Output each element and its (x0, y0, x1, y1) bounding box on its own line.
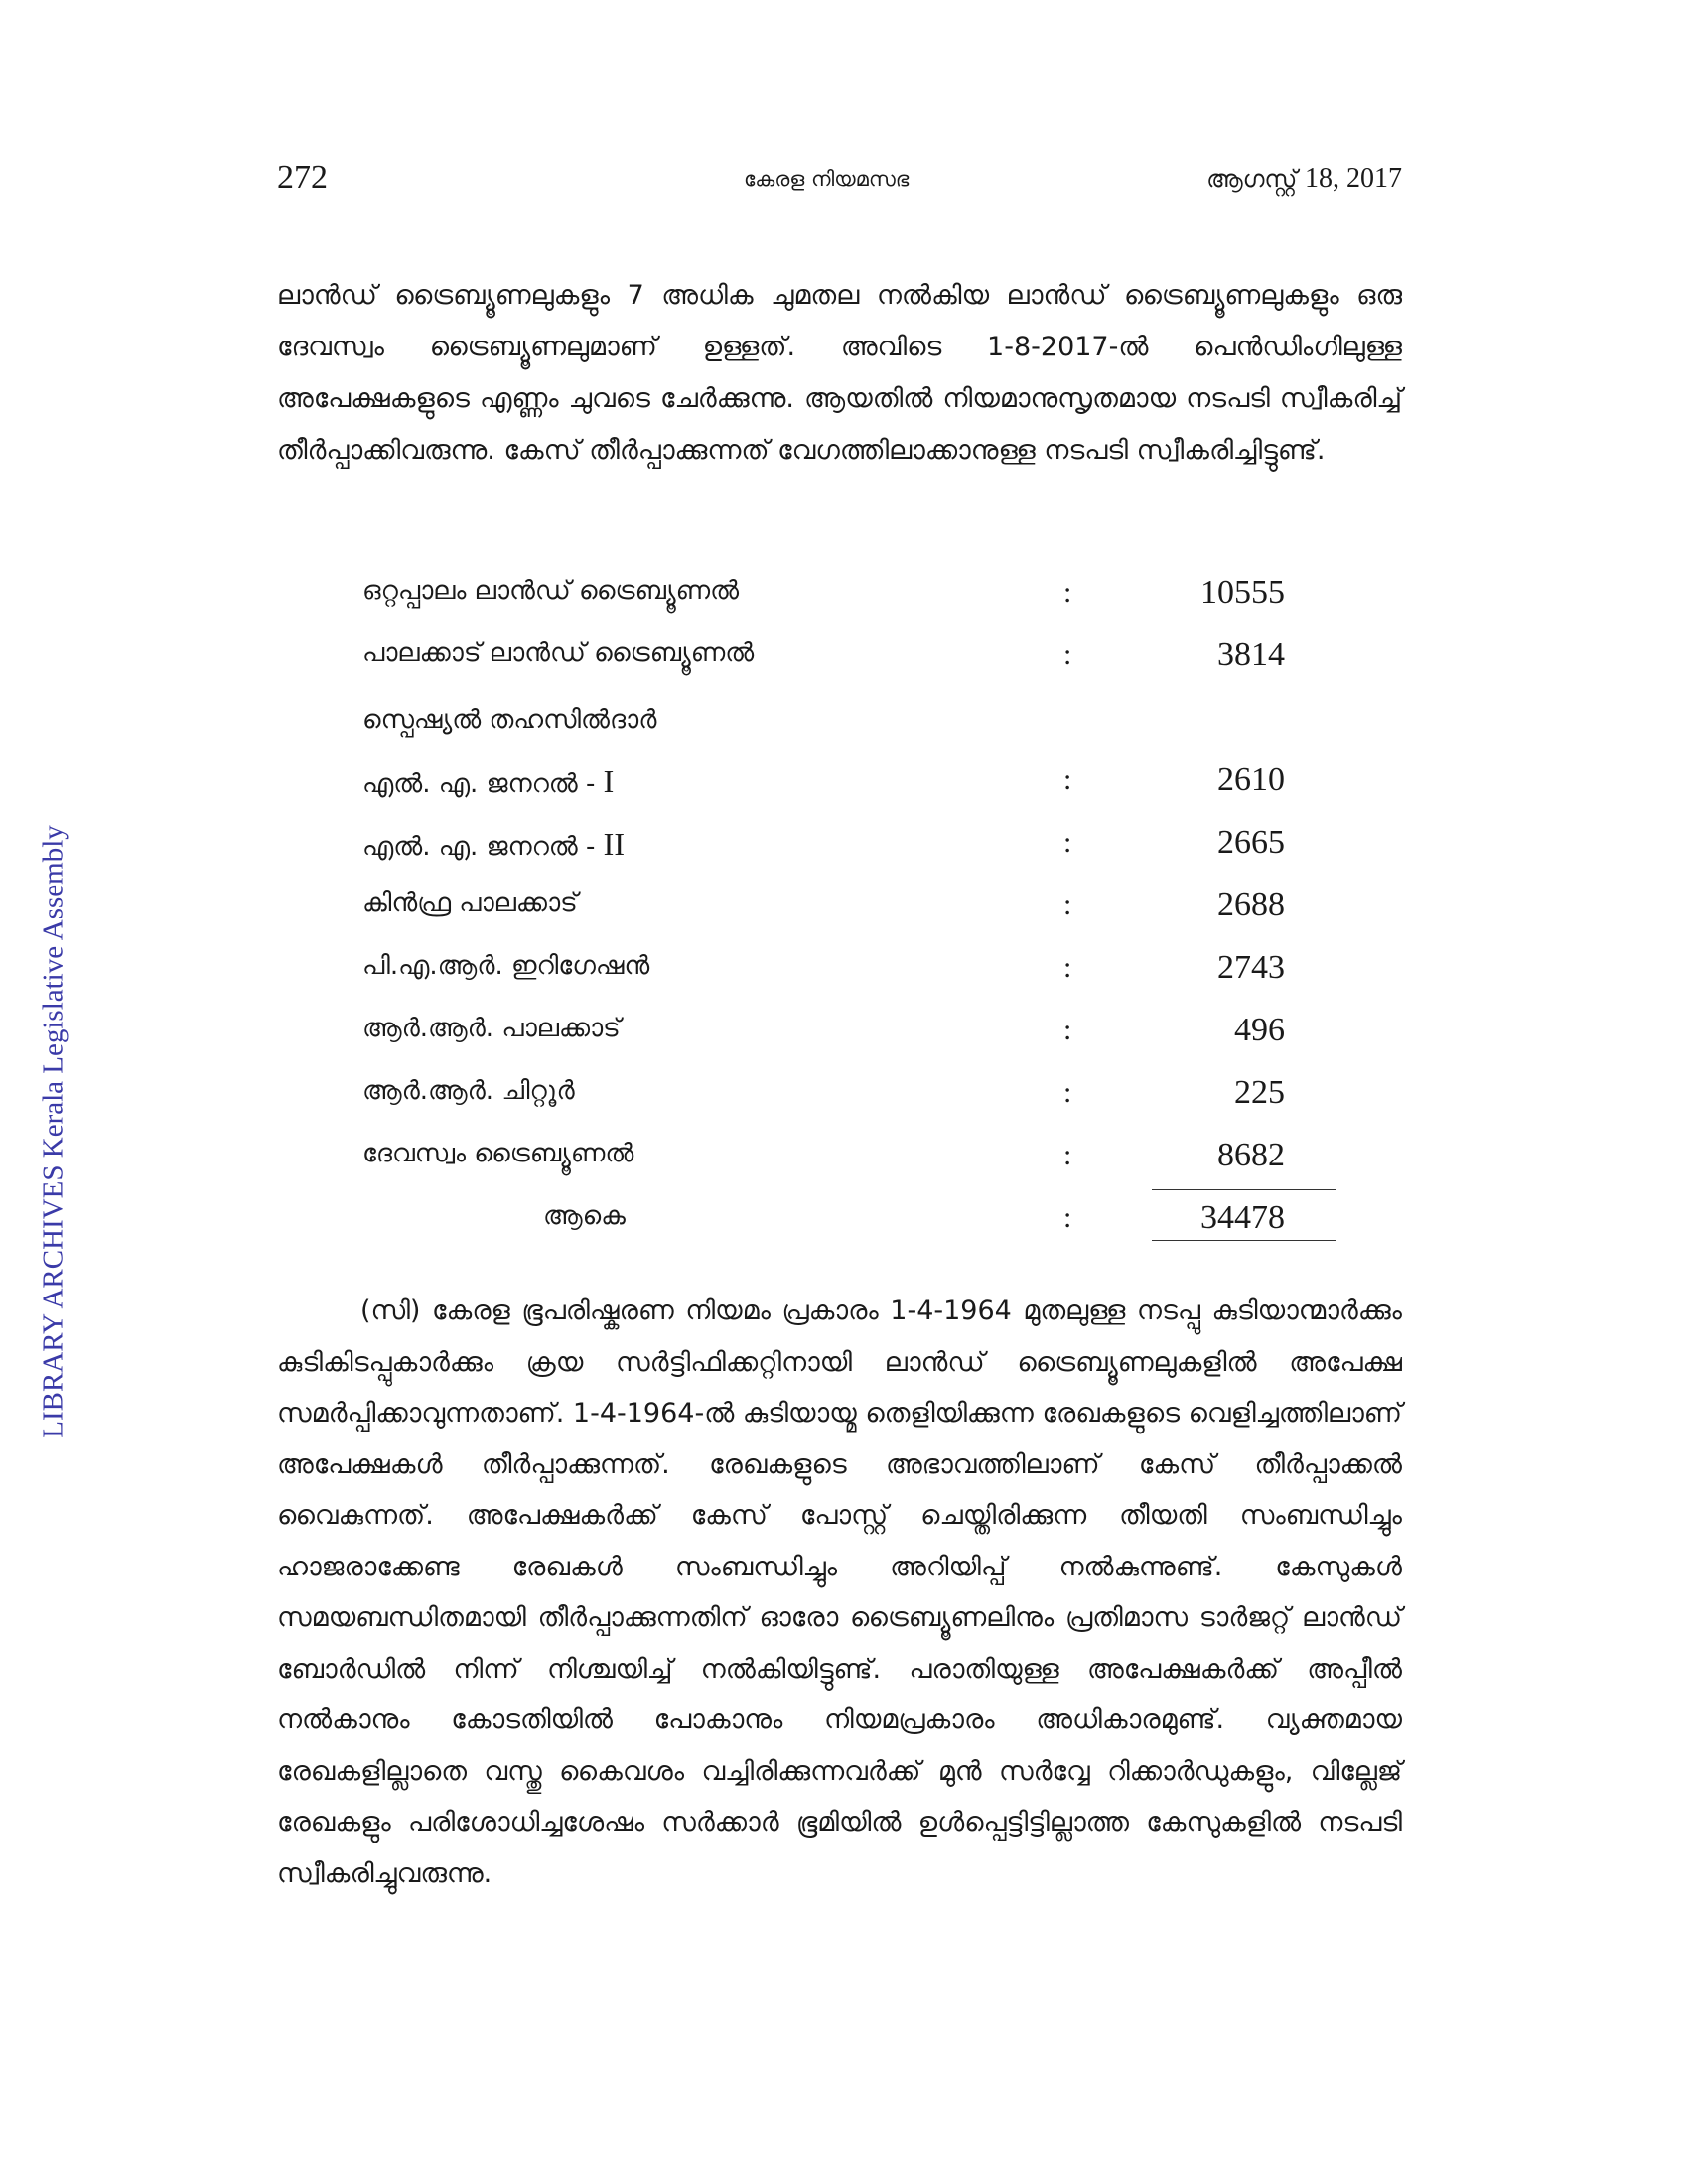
table-row (362, 816, 1355, 879)
page-header (277, 159, 1402, 203)
row-colon: : (1063, 576, 1072, 609)
table-row (362, 879, 1355, 941)
row-colon: : (1063, 826, 1072, 859)
row-label: ആർ.ആർ. പാലക്കാട് (362, 1014, 621, 1043)
row-label-text: എൽ. എ. ജനറൽ - (362, 832, 604, 862)
date-day-year: 18, 2017 (1305, 163, 1402, 194)
row-label: പി.എ.ആർ. ഇറിഗേഷൻ (362, 951, 650, 981)
table-row (362, 941, 1355, 1004)
page-number: 272 (277, 159, 328, 196)
row-value: 8682 (1217, 1137, 1285, 1173)
pending-cases-table (362, 566, 1355, 1254)
row-value: 496 (1234, 1012, 1285, 1048)
row-label-roman: I (603, 763, 615, 799)
row-value: 225 (1234, 1074, 1285, 1111)
archive-watermark-text: LIBRARY ARCHIVES Kerala Legislative Assembly (37, 825, 70, 1438)
row-subheading: സ്പെഷ്യൽ തഹസിൽദാർ (362, 705, 657, 735)
row-value: 10555 (1200, 574, 1285, 611)
row-colon: : (1063, 638, 1072, 671)
row-colon: : (1063, 763, 1072, 796)
total-label: ആകെ (543, 1201, 626, 1231)
table-total-row (362, 1191, 1355, 1254)
total-rule-bottom (1152, 1240, 1336, 1241)
row-colon: : (1063, 888, 1072, 921)
paragraph-c (277, 1286, 1402, 1899)
row-colon: : (1063, 1201, 1072, 1234)
row-label: ഒറ്റപ്പാലം ലാൻഡ് ട്രൈബ്യൂണൽ (362, 576, 740, 606)
table-subheading-row (362, 691, 1355, 753)
table-row (362, 1066, 1355, 1129)
row-colon: : (1063, 1139, 1072, 1171)
row-label (362, 763, 614, 800)
row-label-text: എൽ. എ. ജനറൽ - (362, 769, 604, 799)
row-label: ആർ.ആർ. ചിറ്റൂർ (362, 1076, 575, 1106)
paragraph-c-body: (സി) കേരള ഭൂപരിഷ്കരണ നിയമം പ്രകാരം 1-4-1964 മുതലുള്ള നടപ്പു കുടിയാന്മാർക്കും കുടികിടപ്പുകാർക്കും ക്രയ സർട്ടിഫിക്കറ്റിനായി ലാൻഡ് ട്രൈബ്യൂണലുകളിൽ അപേക്ഷ സമർപ്പിക്കാവുന്നതാണ്. 1-4-1964-ൽ കുടിയായ്മ തെളിയിക്കുന്ന രേഖകളുടെ വെളിച്ചത്തിലാണ് അപേക്ഷകൾ തീർപ്പാക്കുന്നത്. രേഖകളുടെ അഭാവത്തിലാണ് കേസ് തീർപ്പാക്കൽ വൈകുന്നത്. അപേക്ഷകർക്ക് കേസ് പോസ്റ്റ് ചെയ്തിരിക്കുന്ന തീയതി സംബന്ധിച്ചും ഹാജരാക്കേണ്ട രേഖകൾ സംബന്ധിച്ചും അറിയിപ്പ് നൽകുന്നുണ്ട്. കേസുകൾ സമയബന്ധിതമായി തീർപ്പാക്കുന്നതിന് ഓരോ ട്രൈബ്യൂണലിനും പ്രതിമാസ ടാർജറ്റ് ലാൻഡ് ബോർഡിൽ നിന്ന് നിശ്ചയിച്ച് നൽകിയിട്ടുണ്ട്. പരാതിയുള്ള അപേക്ഷകർക്ക് അപ്പീൽ നൽകാനും കോടതിയിൽ പോകാനും നിയമപ്രകാരം അധികാരമുണ്ട്. വ്യക്തമായ രേഖകളില്ലാതെ വസ്തു കൈവശം വച്ചിരിക്കുന്നവർക്ക് മുൻ സർവ്വേ റിക്കാർഡുകളും, വില്ലേജ് രേഖകളും പരിശോധിച്ചശേഷം സർക്കാർ ഭൂമിയിൽ ഉൾപ്പെട്ടിട്ടില്ലാത്ത കേസുകളിൽ നടപടി സ്വീകരിച്ചുവരുന്നു. (277, 1296, 1402, 1889)
intro-paragraph-text: ലാൻഡ് ട്രൈബ്യൂണലുകളും 7 അധിക ചുമതല നൽകിയ ലാൻഡ് ട്രൈബ്യൂണലുകളും ഒരു ദേവസ്വം ട്രൈബ്യൂണലുമാണ് ഉള്ളത്. അവിടെ 1-8-2017-ൽ പെൻഡിംഗിലുള്ള അപേക്ഷകളുടെ എണ്ണം ചുവടെ ചേർക്കുന്നു. ആയതിൽ നിയമാനുസൃതമായ നടപടി സ്വീകരിച്ച് തീർപ്പാക്കിവരുന്നു. കേസ് തീർപ്പാക്കുന്നത് വേഗത്തിലാക്കാനുള്ള നടപടി സ്വീകരിച്ചിട്ടുണ്ട്. (277, 280, 1402, 466)
intro-paragraph (277, 270, 1402, 477)
row-label: ദേവസ്വം ട്രൈബ്യൂണൽ (362, 1139, 634, 1168)
row-value: 2665 (1217, 824, 1285, 861)
row-colon: : (1063, 1014, 1072, 1046)
row-value: 3814 (1217, 636, 1285, 673)
paragraph-c-text (277, 1286, 1402, 1899)
table-row (362, 1129, 1355, 1191)
row-colon: : (1063, 1076, 1072, 1109)
row-value: 2610 (1217, 761, 1285, 798)
table-row (362, 628, 1355, 691)
row-label: പാലക്കാട് ലാൻഡ് ട്രൈബ്യൂണൽ (362, 638, 755, 668)
row-value: 2688 (1217, 887, 1285, 923)
table-row (362, 1004, 1355, 1066)
row-colon: : (1063, 951, 1072, 984)
row-label-roman: II (603, 826, 625, 862)
table-row (362, 753, 1355, 816)
running-title: കേരള നിയമസഭ (744, 167, 910, 191)
header-date (1206, 163, 1402, 195)
row-value: 2743 (1217, 949, 1285, 986)
row-label (362, 826, 625, 863)
total-value: 34478 (1200, 1199, 1285, 1236)
row-label: കിൻഫ്ര പാലക്കാട് (362, 888, 578, 918)
table-row (362, 566, 1355, 628)
total-rule-top (1152, 1189, 1336, 1190)
date-month: ആഗസ്റ്റ് (1206, 165, 1298, 193)
